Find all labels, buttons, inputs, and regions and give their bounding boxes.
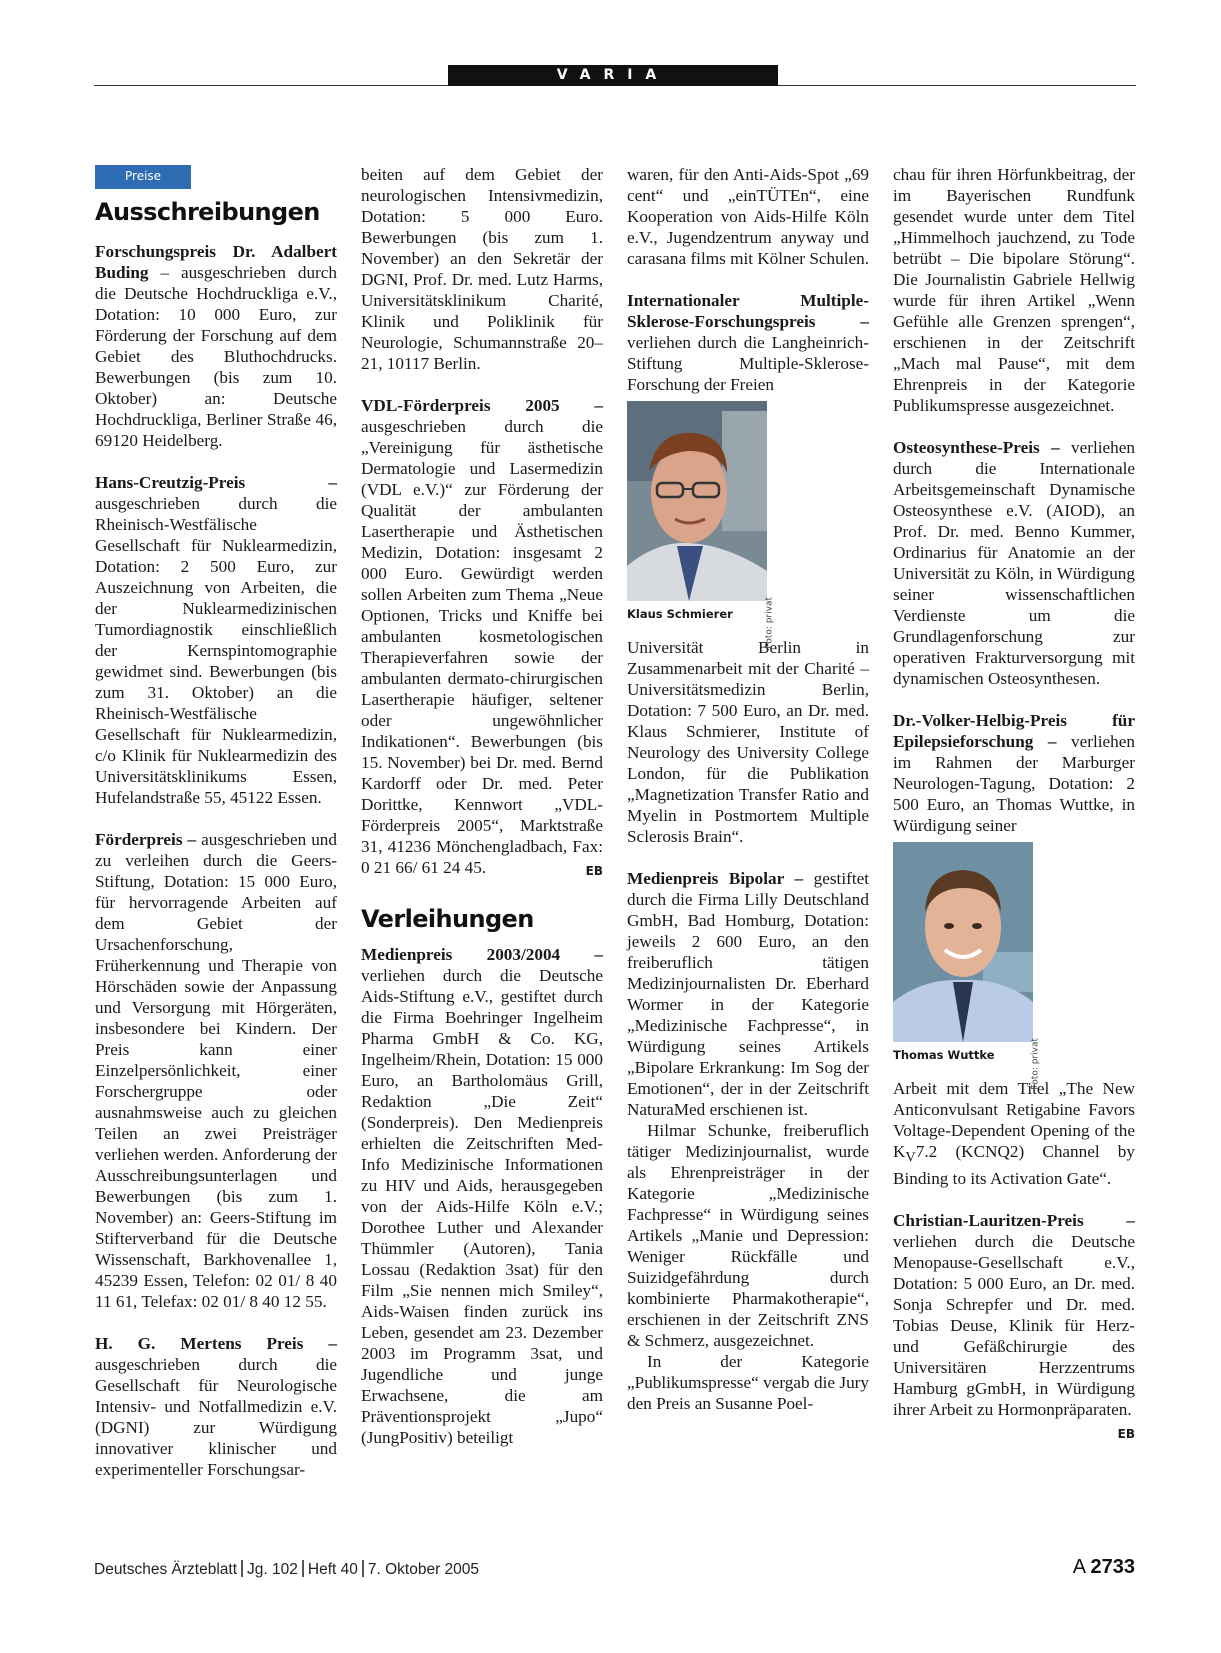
article-text: verliehen durch die Internationale Arbeitsgemeinschaft Dynamische Osteosynthese e.V. (AIOD), an Prof. Dr. med. Benno Kummer, Ordinarius für Anatomie an der Universität zu Köln, in Würdigung seiner wissenschaftlichen Verdienste um die Grundlagenforschung zur operativen Frakturversorgung mit dynamischen Osteosynthesen.: [893, 438, 1135, 688]
article-text: verliehen durch die Langheinrich-Stiftung Multiple-Sklerose-Forschung der Freien: [627, 333, 869, 394]
column-1: [95, 164, 337, 1480]
journal-issue: Heft 40: [307, 1561, 358, 1578]
article-text: gestiftet durch die Firma Lilly Deutschland GmbH, Bad Homburg, Dotation: jeweils 2 600 Euro, an den freiberuflich tätigen Medizinjournalisten Dr. Eberhard Wormer in der Kategorie „Medizinische Fachpresse“, in Würdigung seines Artikels „Bipolare Erkrankung: Im Sog der Emotionen“, der in der Zeitschrift NaturaMed erschienen ist.: [627, 869, 869, 1119]
page-number-value: 2733: [1090, 1556, 1135, 1578]
article-medienpreis-cont: waren, für den Anti-Aids-Spot „69 cent“ und „einTÜTEn“, eine Kooperation von Aids-Hilfe Köln e.V., Jugendzentrum anyway und carasana films mit Kölner Schulen.: [627, 165, 869, 268]
article-helbig: [893, 710, 1135, 836]
article-head: Hans-Creutzig-Preis –: [95, 473, 337, 492]
page-number: [1073, 1556, 1135, 1579]
article-vdl: [361, 395, 603, 878]
article-medienpreis: [361, 944, 603, 1448]
article-bipolar-cont: chau für ihren Hörfunkbeitrag, der im Bayerischen Rundfunk gesendet wurde unter dem Titel „Himmelhoch jauchzend, zu Tode betrübt – Die bipolare Störung“. Die Journalistin Gabriele Hellwig wurde für ihren Artikel „Wenn Gefühle alle Grenzen sprengen“, erschienen in der Zeitschrift „Mach mal Pause“, mit dem Ehrenpreis in der Kategorie Publikumspresse ausgezeichnet.: [893, 165, 1135, 415]
article-head: Förderpreis –: [95, 830, 197, 849]
article-creutzig: [95, 472, 337, 808]
article-text: ausgeschrieben durch die „Vereinigung für ästhetische Dermatologie und Lasermedizin (VDL e.V.)“ zur Förderung der Qualität der ambulanten Lasertherapie und Ästhetischen Medizin, Dotation: insgesamt 2 000 Euro. Gewürdigt werden sollen Arbeiten zum Thema „Neue Optionen, Tricks und Kniffe bei ambulanten kosmetologischen Therapieverfahren sowie der ambulanten dermato-chirurgischen Lasertherapie häufiger, seltener oder ungewöhnlicher Indikationen“. Bewerbungen (bis 15. November) bei Dr. med. Bernd Kardorff oder Dr. med. Peter Dorittke, Kennwort „VDL-Förderpreis 2005“, Marktstraße 31, 41236 Mönchengladbach, Fax: 0 21 66/ 61 24 45.: [361, 417, 603, 877]
article-text: ausgeschrieben durch die Gesellschaft für Neurologische Intensiv- und Notfallmedizin e.V. (DGNI) zur Würdigung innovativer klinischer und experimenteller Forschungsar-: [95, 1355, 337, 1479]
article-bipolar: [627, 868, 869, 1120]
journal-date: 7. Oktober 2005: [367, 1561, 480, 1578]
article-head: VDL-Förderpreis 2005 –: [361, 396, 603, 415]
article-head: Dr.-Volker-Helbig-Preis für Epilepsieforschung –: [893, 711, 1135, 751]
author-sign: EB: [1117, 1427, 1135, 1442]
footer-separator: [302, 1560, 304, 1577]
article-text: verliehen durch die Deutsche Menopause-Gesellschaft e.V., Dotation: 5 000 Euro, an Dr. med. Sonja Schrepfer und Dr. med. Tobias Deuse, Klinik für Herz- und Gefäßchirurgie des Universitären Herzzentrums Hamburg gGmbH, in Würdigung ihrer Arbeit zu Hormonpräparaten.: [893, 1232, 1135, 1420]
photo-caption: Klaus Schmierer: [627, 607, 733, 621]
photo-credit: Foto: privat: [765, 597, 775, 649]
author-sign: EB: [585, 864, 603, 878]
section-header: VARIA: [448, 65, 778, 86]
article-text: 7.2 (KCNQ2) Channel by Binding to its Activation Gate“.: [893, 1142, 1135, 1189]
footer-separator: [241, 1560, 243, 1577]
column-2: [361, 164, 603, 1448]
article-mertens: [95, 1333, 337, 1480]
column-3: [627, 164, 869, 1414]
article-head: Forschungspreis Dr. Adalbert Buding: [95, 242, 337, 282]
article-foerderpreis: [95, 829, 337, 1312]
article-text: Arbeit mit dem Titel „The New Anticonvulsant Retigabine Favors Voltage-Dependent Opening of the K: [893, 1079, 1135, 1161]
article-lauritzen: [893, 1210, 1135, 1442]
article-text: verliehen durch die Deutsche Aids-Stiftung e.V., gestiftet durch die Firma Boehringer Ingelheim Pharma GmbH & Co. KG, Ingelheim/Rhein, Dotation: 15 000 Euro, an Bartholomäus Grill, Redaktion „Die Zeit“ (Sonderpreis). Den Medienpreis erhielten die Zeitschriften Med-Info Medizinische Informationen zu HIV und Aids, herausgegeben von der Aids-Hilfe Köln e.V.; Dorothee Luther und Alexander Thümmler (Autoren), Tania Lossau (Redaktion 3sat) für den Film „Sie nennen mich Smiley“, Aids-Waisen finden zurück ins Leben, gesendet am 23. Dezember 2003 im Programm 3sat, und Jugendliche und junge Erwachsene, die am Präventionsprojekt „Jupo“ (JungPositiv) beteiligt: [361, 966, 603, 1447]
footer-separator: [362, 1560, 364, 1577]
article-text: ausgeschrieben und zu verleihen durch die Geers-Stiftung, Dotation: 15 000 Euro, für hervorragende Arbeiten auf dem Gebiet der Ursachenforschung, Früherkennung und Therapie von Hörschäden sowie der Anpassung und Versorgung mit Hörgeräten, insbesondere bei Kindern. Der Preis kann einer Einzelpersönlichkeit, einer Forschergruppe oder ausnahmsweise auch zu gleichen Teilen an zwei Preisträger verliehen werden. Anforderung der Ausschreibungsunterlagen und Bewerbungen (bis zum 1. November) an: Geers-Stiftung im Stifterverband für die Deutsche Wissenschaft, Barkhovenallee 1, 45239 Essen, Telefon: 02 01/ 8 40 11 61, Telefax: 02 01/ 8 40 12 55.: [95, 830, 337, 1311]
photo-caption: Thomas Wuttke: [893, 1048, 995, 1062]
article-head: H. G. Mertens Preis –: [95, 1334, 337, 1353]
section-title-ausschreibungen: Ausschreibungen: [95, 198, 320, 226]
subscript: V: [905, 1149, 916, 1166]
article-bipolar-para3: In der Kategorie „Publikumspresse“ vergab die Jury den Preis an Susanne Poel-: [627, 1352, 869, 1413]
photo-credit: Foto: privat: [1031, 1038, 1041, 1090]
article-text: verliehen im Rahmen der Marburger Neurologen-Tagung, Dotation: 2 500 Euro, an Thomas Wuttke, in Würdigung seiner: [893, 732, 1135, 835]
article-bipolar-para2: Hilmar Schunke, freiberuflich tätiger Medizinjournalist, wurde als Ehrenpreisträger in der Kategorie „Medizinische Fachpresse“ in Würdigung seines Artikels „Manie und Depression: Weniger Rückfälle und Suizidgefährdung durch kombinierte Pharmakotherapie“, erschienen in der Zeitschrift ZNS & Schmerz, ausgezeichnet.: [627, 1121, 869, 1350]
column-4: [893, 164, 1135, 1445]
category-label: Preise: [95, 165, 191, 189]
article-head: Medienpreis Bipolar –: [627, 869, 804, 888]
portrait-image: [627, 401, 767, 601]
article-mertens-cont: beiten auf dem Gebiet der neurologischen Intensivmedizin, Dotation: 5 000 Euro. Bewerbungen (bis zum 1. November) an den Sekretär der DGNI, Prof. Dr. med. Lutz Harms, Universitätsklinikum Charité, Klinik und Poliklinik für Neurologie, Schumannstraße 20–21, 10117 Berlin.: [361, 165, 603, 373]
article-head: Christian-Lauritzen-Preis –: [893, 1211, 1135, 1231]
journal-name: Deutsches Ärzteblatt: [94, 1561, 238, 1578]
article-buding: [95, 241, 337, 451]
article-helbig-cont: [893, 1078, 1135, 1189]
section-title-verleihungen: Verleihungen: [361, 905, 534, 933]
footer: [94, 1560, 479, 1579]
article-ms-preis: [627, 290, 869, 395]
article-ms-preis-cont: Universität Berlin in Zusammenarbeit mit der Charité – Universitätsmedizin Berlin, Dotation: 7 500 Euro, an Dr. med. Klaus Schmierer, Institute of Neurology des University College London, für die Publikation „Magnetization Transfer Ratio and Myelin in Postmortem Multiple Sclerosis Brain“.: [627, 638, 869, 846]
article-text: – ausgeschrieben durch die Deutsche Hochdruckliga e.V., Dotation: 10 000 Euro, zur Förderung der Forschung auf dem Gebiet des Bluthochdrucks. Bewerbungen (bis zum 10. Oktober) an: Deutsche Hochdruckliga, Berliner Straße 46, 69120 Heidelberg.: [95, 263, 337, 450]
article-head: Internationaler Multiple-Sklerose-Forschungspreis –: [627, 291, 869, 331]
portrait-image: [893, 842, 1033, 1042]
page-prefix: A: [1072, 1556, 1085, 1578]
article-head: Osteosynthese-Preis –: [893, 438, 1060, 457]
journal-volume: Jg. 102: [247, 1561, 298, 1578]
article-text: ausgeschrieben durch die Rheinisch-Westfälische Gesellschaft für Nuklearmedizin, Dotation: 2 500 Euro, zur Auszeichnung von Arbeiten, die der Nuklearmedizinischen Tumordiagnostik einschließlich der Kernspintomographie gewidmet sind. Bewerbungen (bis zum 31. Oktober) an die Rheinisch-Westfälische Gesellschaft für Nuklearmedizin, c/o Klinik für Nuklearmedizin des Universitätsklinikums Essen, Hufelandstraße 55, 45122 Essen.: [95, 494, 337, 807]
article-osteosynthese: [893, 437, 1135, 689]
article-head: Medienpreis 2003/2004 –: [361, 945, 603, 964]
